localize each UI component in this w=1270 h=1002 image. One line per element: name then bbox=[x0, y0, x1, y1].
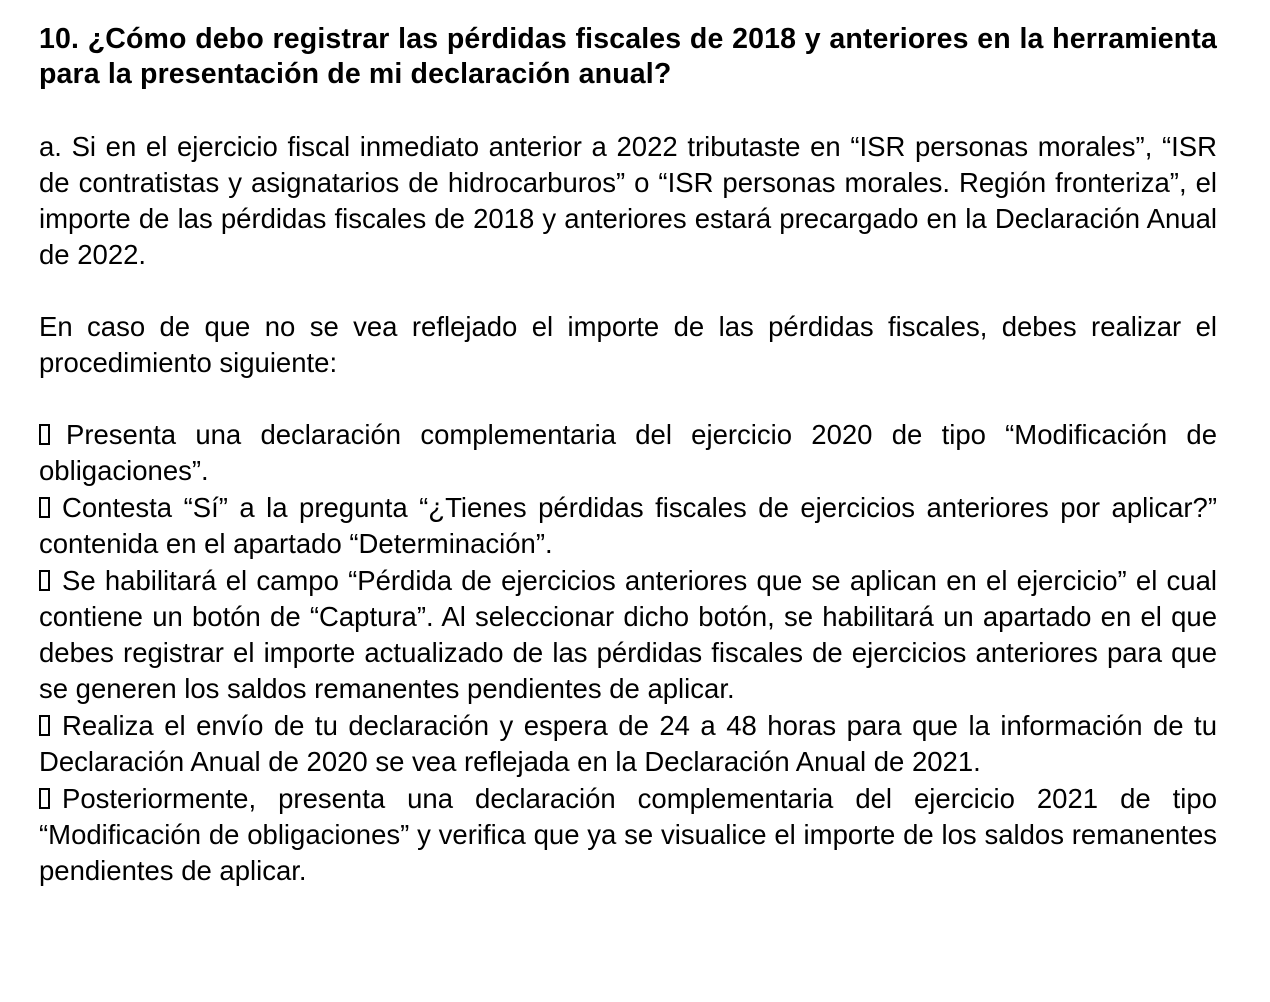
procedure-step bbox=[39, 563, 1217, 707]
procedure-step bbox=[39, 781, 1217, 889]
step-text: Realiza el envío de tu declaración y espera de 24 a 48 horas para que la información de tu Declaración Anual de 2020 se vea reflejada en la Declaración Anual de 2021. bbox=[39, 710, 1217, 777]
box-glyph-icon bbox=[39, 424, 50, 445]
paragraph-a: a. Si en el ejercicio fiscal inmediato anterior a 2022 tributaste en “ISR personas morales”, “ISR de contratistas y asignatarios de hidrocarburos” o “ISR personas morales. Región fronteriza”, el importe de las pérdidas fiscales de 2018 y anteriores estará precargado en la Declaración Anual de 2022. bbox=[39, 131, 1217, 270]
paragraph-intro: En caso de que no se vea reflejado el importe de las pérdidas fiscales, debes realizar el procedimiento siguiente: bbox=[39, 311, 1217, 378]
box-glyph-icon bbox=[39, 715, 50, 736]
step-text: Presenta una declaración complementaria del ejercicio 2020 de tipo “Modificación de obligaciones”. bbox=[39, 419, 1217, 486]
step-text: Se habilitará el campo “Pérdida de ejercicios anteriores que se aplican en el ejercicio” el cual contiene un botón de “Captura”. Al seleccionar dicho botón, se habilitará un apartado en el que debes registrar el importe actualizado de las pérdidas fiscales de ejercicios anteriores para que se generen los saldos remanentes pendientes de aplicar. bbox=[39, 565, 1217, 704]
box-glyph-icon bbox=[39, 570, 50, 591]
procedure-step bbox=[39, 708, 1217, 780]
box-glyph-icon bbox=[39, 497, 50, 518]
procedure-steps bbox=[39, 417, 1217, 889]
question-heading: 10. ¿Cómo debo registrar las pérdidas fiscales de 2018 y anteriores en la herramienta para la presentación de mi declaración anual? bbox=[39, 23, 1217, 90]
procedure-step bbox=[39, 490, 1217, 562]
step-text: Posteriormente, presenta una declaración complementaria del ejercicio 2021 de tipo “Modificación de obligaciones” y verifica que ya se visualice el importe de los saldos remanentes pendientes de aplicar. bbox=[39, 783, 1217, 886]
box-glyph-icon bbox=[39, 788, 50, 809]
document-page bbox=[39, 22, 1217, 890]
step-text: Contesta “Sí” a la pregunta “¿Tienes pérdidas fiscales de ejercicios anteriores por aplicar?” contenida en el apartado “Determinación”. bbox=[39, 492, 1217, 559]
procedure-step bbox=[39, 417, 1217, 489]
